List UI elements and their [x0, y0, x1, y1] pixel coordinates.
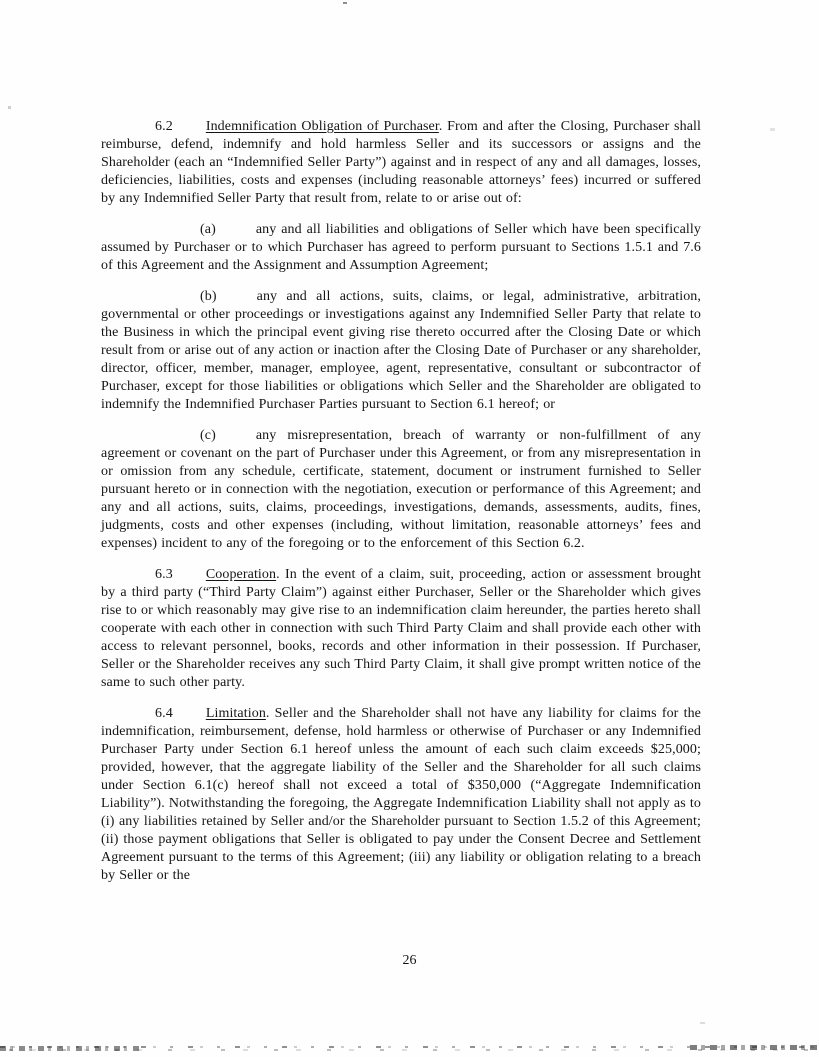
paragraph-clause-c	[101, 427, 701, 553]
paragraph-section-6-4	[101, 705, 701, 885]
section-heading: Indemnification Obligation of Purchaser	[205, 119, 439, 134]
scan-edge-artifact	[0, 1046, 140, 1051]
paragraph-clause-b	[101, 288, 701, 414]
section-heading: Cooperation	[205, 567, 277, 582]
section-body-text: . From and after the Closing, Purchaser shall reimburse, defend, indemnify and hold harmless Seller and its successors or assigns and the Shareholder (each an “Indemnified Seller Party”) against and in respect of any and all damages, losses, deficiencies, liabilities, costs and expenses (including reasonable attorneys’ fees) incurred or suffered by any Indemnified Seller Party that result from, relate to or arise out of:	[101, 119, 701, 206]
clause-body-text: any and all actions, suits, claims, or legal, administrative, arbitration, governmental or other proceedings or investigations against any Indemnified Seller Party that relate to the Business in which the principal event giving rise thereto occurred after the Closing Date or which result from or arise out of any action or inaction after the Closing Date of Purchaser or any shareholder, director, officer, member, manager, employee, agent, representative, consultant or subcontractor of Purchaser, except for those liabilities or obligations which Seller and the Shareholder are obligated to indemnify the Indemnified Purchaser Parties pursuant to Section 6.1 hereof; or	[101, 289, 701, 412]
clause-label: (b)	[200, 289, 217, 304]
section-heading: Limitation	[205, 706, 266, 721]
section-body-text: . Seller and the Shareholder shall not have any liability for claims for the indemnification, reimbursement, defense, hold harmless or otherwise of Purchaser or any Indemnified Purchaser Party under Section 6.1 hereof unless the amount of each such claim exceeds $25,000; provided, however, that the aggregate liability of the Seller and the Shareholder for all such claims under Section 6.1(c) hereof shall not exceed a total of $350,000 (“Aggregate Indemnification Liability”). Notwithstanding the foregoing, the Aggregate Indemnification Liability shall not apply as to (i) any liabilities retained by Seller and/or the Shareholder pursuant to Section 1.5.2 of this Agreement; (ii) those payment obligations that Seller is obligated to pay under the Consent Decree and Settlement Agreement pursuant to the terms of this Agreement; (iii) any liability or obligation relating to a breach by Seller or the	[101, 706, 701, 883]
scan-edge-artifact	[690, 1045, 819, 1050]
clause-label: (c)	[200, 428, 216, 443]
scan-speck	[8, 106, 11, 109]
paragraph-section-6-3	[101, 566, 701, 692]
section-number: 6.4	[155, 706, 173, 721]
scan-speck	[700, 1022, 705, 1024]
section-number: 6.3	[155, 567, 173, 582]
scan-speck	[343, 2, 347, 4]
section-number: 6.2	[155, 119, 173, 134]
paragraph-section-6-2	[101, 118, 701, 208]
paragraph-clause-a	[101, 221, 701, 275]
contract-text-block	[101, 118, 701, 898]
section-body-text: . In the event of a claim, suit, proceeding, action or assessment brought by a third party (“Third Party Claim”) against either Purchaser, Seller or the Shareholder which gives rise to or which reasonably may give rise to an indemnification claim hereunder, the parties hereto shall cooperate with each other in connection with such Third Party Claim and shall provide each other with access to relevant personnel, books, records and other information in their possession. If Purchaser, Seller or the Shareholder receives any such Third Party Claim, it shall give prompt written notice of the same to such other party.	[101, 567, 701, 690]
page-number: 26	[402, 953, 417, 968]
clause-label: (a)	[200, 222, 216, 237]
scan-speck	[770, 128, 775, 131]
clause-body-text: any misrepresentation, breach of warranty or non-fulfillment of any agreement or covenant on the part of Purchaser under this Agreement, or from any misrepresentation in or omission from any schedule, certificate, statement, document or instrument furnished to Seller pursuant hereto or in connection with the negotiation, execution or performance of this Agreement; and any and all actions, suits, claims, proceedings, investigations, demands, assessments, audits, fines, judgments, costs and other expenses (including, without limitation, reasonable attorneys’ fees and expenses) incident to any of the foregoing or to the enforcement of this Section 6.2.	[101, 428, 701, 551]
clause-body-text: any and all liabilities and obligations of Seller which have been specifically assumed by Purchaser or to which Purchaser has agreed to perform pursuant to Sections 1.5.1 and 7.6 of this Agreement and the Assignment and Assumption Agreement;	[101, 222, 701, 273]
